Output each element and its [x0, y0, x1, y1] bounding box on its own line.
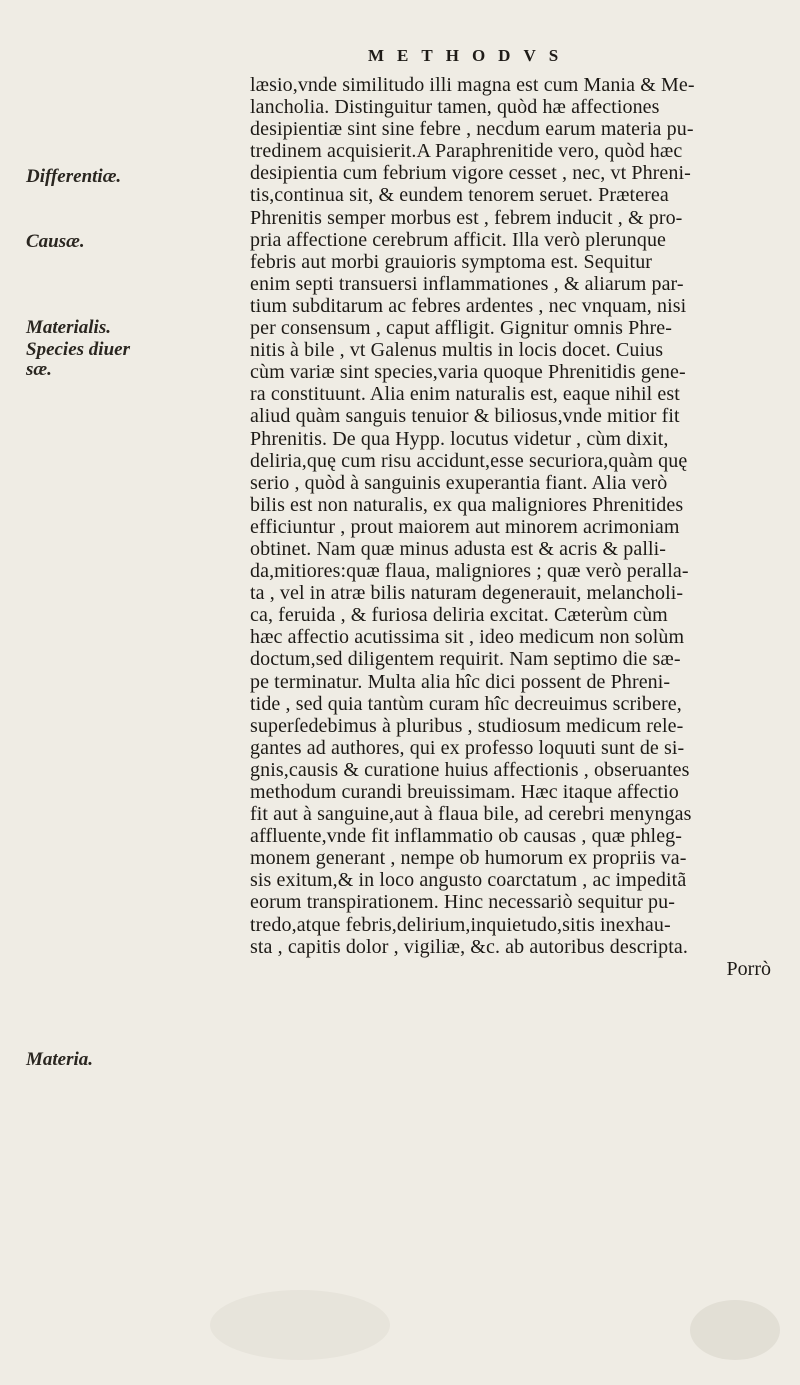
text-line: nitis à bile , vt Galenus multis in locis docet. Cuius [250, 339, 664, 362]
text-line: obtinet. Nam quæ minus adusta est & acris & palli- [250, 537, 667, 560]
text-line: sta , capitis dolor , vigiliæ, &c. ab autoribus descripta. [250, 935, 688, 958]
text-line: ca, feruida , & furiosa deliria excitat. Cæterùm cùm [250, 604, 668, 627]
text-line: ta , vel in atræ bilis naturam degenerauit, melancholi- [250, 582, 684, 605]
text-line: Phrenitis semper morbus est , febrem inducit , & pro- [250, 206, 683, 229]
margin-note-species-line-2: sæ. [26, 359, 52, 380]
running-head: METHODVS [368, 46, 572, 65]
text-line: gnis,causis & curatione huius affectionis , obseruantes [250, 758, 690, 781]
text-line: aliud quàm sanguis tenuior & biliosus,vnde mitior fit [250, 405, 680, 428]
text-line: lancholia. Distinguitur tamen, quòd hæ affectiones [250, 96, 660, 119]
text-line: sis exitum,& in loco angusto coarctatum , ac impeditã [250, 869, 687, 892]
text-line: deliria,quę cum risu accidunt,esse securiora,quàm quę [250, 449, 688, 472]
paper-stain [210, 1290, 390, 1360]
text-line: bilis est non naturalis, ex qua maligniores Phrenitides [250, 493, 684, 516]
body-text [250, 74, 775, 980]
text-line: methodum curandi breuissimam. Hæc itaque affectio [250, 781, 679, 803]
text-line: læsio,vnde similitudo illi magna est cum Mania & Me- [250, 74, 695, 96]
text-line: serio , quòd à sanguinis exuperantia fiant. Alia verò [250, 471, 668, 494]
paper-stain [690, 1300, 780, 1360]
text-line: ra constituunt. Alia enim naturalis est, eaque nihil est [250, 383, 680, 406]
text-line: da,mitiores:quæ flaua, maligniores ; quæ verò peralla- [250, 560, 689, 583]
text-line: pria affectione cerebrum afficit. Illa verò plerunque [250, 228, 667, 251]
text-line: superſedebimus à pluribus , studiosum medicum rele- [250, 714, 684, 737]
text-line: tredinem acquisierit.A Paraphrenitide vero, quòd hæc [250, 140, 683, 163]
text-line: monem generant , nempe ob humorum ex propriis va- [250, 847, 687, 870]
text-line: cùm variæ sint species,varia quoque Phrenitidis gene- [250, 361, 686, 384]
text-line: efficiuntur , prout maiorem aut minorem acrimoniam [250, 515, 680, 538]
text-line: gantes ad authores, qui ex professo loquuti sunt de si- [250, 736, 685, 759]
text-line: eorum transpirationem. Hinc necessariò sequitur pu- [250, 891, 675, 914]
text-line: pe terminatur. Multa alia hîc dici possent de Phreni- [250, 670, 671, 693]
margin-note-species [26, 339, 130, 380]
text-line: desipientiæ sint sine febre , necdum earum materia pu- [250, 118, 694, 141]
text-line: tredo,atque febris,delirium,inquietudo,sitis inexhau- [250, 913, 671, 936]
text-line: hæc affectio acutissima sit , ideo medicum non solùm [250, 626, 685, 649]
margin-note-differentiae: Differentiæ. [26, 166, 122, 187]
text-line: febris aut morbi grauioris symptoma est. Sequitur [250, 250, 653, 273]
text-line: enim septi transuersi inflammationes , & aliarum par- [250, 272, 684, 295]
margin-note-species-line-1: Species diuer [26, 339, 130, 360]
text-line: affluente,vnde fit inflammatio ob causas , quæ phleg- [250, 825, 683, 848]
catchword: Porrò [726, 957, 771, 980]
text-line: per consensum , caput affligit. Gignitur omnis Phre- [250, 317, 672, 340]
text-line: fit aut à sanguine,aut à flaua bile, ad cerebri menyngas [250, 803, 692, 826]
text-line: tide , sed quia tantùm curam hîc decreuimus scribere, [250, 692, 682, 715]
text-line: tium subditarum ac febres ardentes , nec vnquam, nisi [250, 294, 687, 317]
text-line: desipientia cum febrium vigore cesset , nec, vt Phreni- [250, 162, 691, 185]
margin-note-materia: Materia. [26, 1049, 94, 1070]
text-line: Phrenitis. De qua Hypp. locutus videtur , cùm dixit, [250, 427, 669, 450]
margin-note-causae: Causæ. [26, 231, 85, 252]
text-line: doctum,sed diligentem requirit. Nam septimo die sæ- [250, 648, 681, 671]
margin-note-materialis: Materialis. [26, 317, 111, 338]
text-line: tis,continua sit, & eundem tenorem seruet. Præterea [250, 184, 669, 207]
